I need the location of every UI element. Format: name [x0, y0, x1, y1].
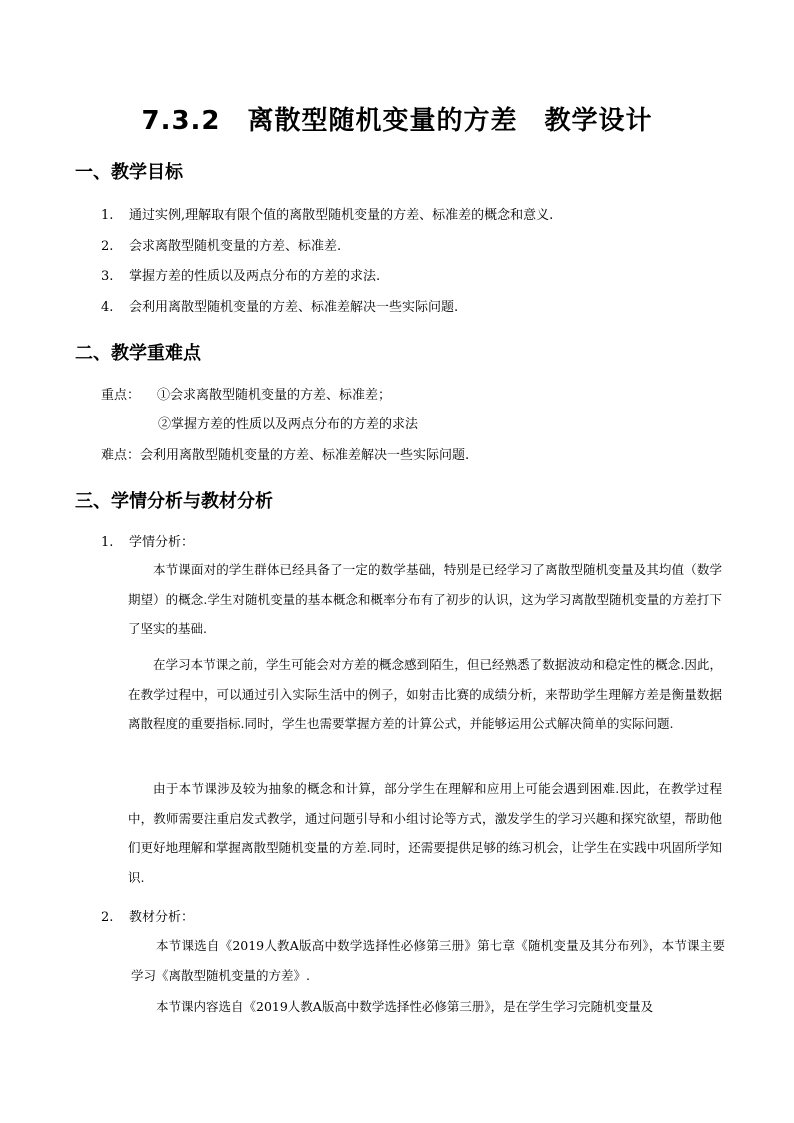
- list-item-number: 3.: [101, 269, 114, 284]
- subsection-number: 1.: [101, 535, 114, 550]
- subsection-textbook-analysis: [101, 906, 194, 925]
- paragraph: 由于本节课涉及较为抽象的概念和计算，部分学生在理解和应用上可能会遇到困难.因此，在教学过程中，教师需要注重启发式教学，通过问题引导和小组讨论等方式，激发学生的学习兴趣和探究欲望，帮助他们更好地理解和掌握离散型随机变量的方差.同时，还需要提供足够的练习机会，让学生在实践中巩固所学知识.: [128, 781, 722, 885]
- list-item: [101, 235, 341, 254]
- list-item-text: 掌握方差的性质以及两点分布的方差的求法.: [129, 269, 381, 284]
- section-heading-key-difficulties: 二、教学重难点: [75, 343, 201, 364]
- subsection-student-analysis: [101, 531, 194, 550]
- list-item-text: 会利用离散型随机变量的方差、标准差解决一些实际问题.: [129, 300, 459, 315]
- difficulty-text: 难点：会利用离散型随机变量的方差、标准差解决一些实际问题.: [101, 448, 470, 463]
- list-item-text: 通过实例,理解取有限个值的离散型随机变量的方差、标准差的概念和意义.: [129, 208, 554, 223]
- list-item-number: 1.: [101, 208, 114, 223]
- document-title: 7.3.2 离散型随机变量的方差 教学设计: [141, 106, 653, 136]
- section-heading-analysis: 三、学情分析与教材分析: [75, 491, 273, 512]
- subsection-number: 2.: [101, 910, 114, 925]
- paragraph: 本节课面对的学生群体已经具备了一定的数学基础，特别是已经学习了离散型随机变量及其均值（数学期望）的概念.学生对随机变量的基本概念和概率分布有了初步的认识，这为学习离散型随机变量的方差打下了坚实的基础.: [128, 562, 722, 636]
- key-point-2: ②掌握方差的性质以及两点分布的方差的求法: [158, 417, 419, 432]
- subsection-label: 学情分析：: [129, 535, 195, 550]
- key-point-1: ①会求离散型随机变量的方差、标准差；: [157, 388, 392, 403]
- paragraph: 本节课内容选自《2019人教A版高中数学选择性必修第三册》，是在学生学习完随机变量及: [156, 999, 654, 1014]
- list-item: [101, 265, 380, 284]
- key-points-label: 重点：: [101, 388, 141, 403]
- list-item-text: 会求离散型随机变量的方差、标准差.: [129, 239, 342, 254]
- list-item: [101, 296, 458, 315]
- paragraph: 本节课选自《2019人教A版高中数学选择性必修第三册》第七章《随机变量及其分布列》，本节课主要学习《离散型随机变量的方差》.: [131, 938, 725, 983]
- list-item-number: 4.: [101, 300, 114, 315]
- section-heading-objectives: 一、教学目标: [75, 162, 183, 183]
- paragraph: 在学习本节课之前，学生可能会对方差的概念感到陌生，但已经熟悉了数据波动和稳定性的概念.因此，在教学过程中，可以通过引入实际生活中的例子，如射击比赛的成绩分析，来帮助学生理解方差是衡量数据离散程度的重要指标.同时，学生也需要掌握方差的计算公式，并能够运用公式解决简单的实际问题.: [128, 657, 722, 731]
- list-item-number: 2.: [101, 239, 114, 254]
- list-item: [101, 204, 553, 223]
- subsection-label: 教材分析：: [129, 910, 195, 925]
